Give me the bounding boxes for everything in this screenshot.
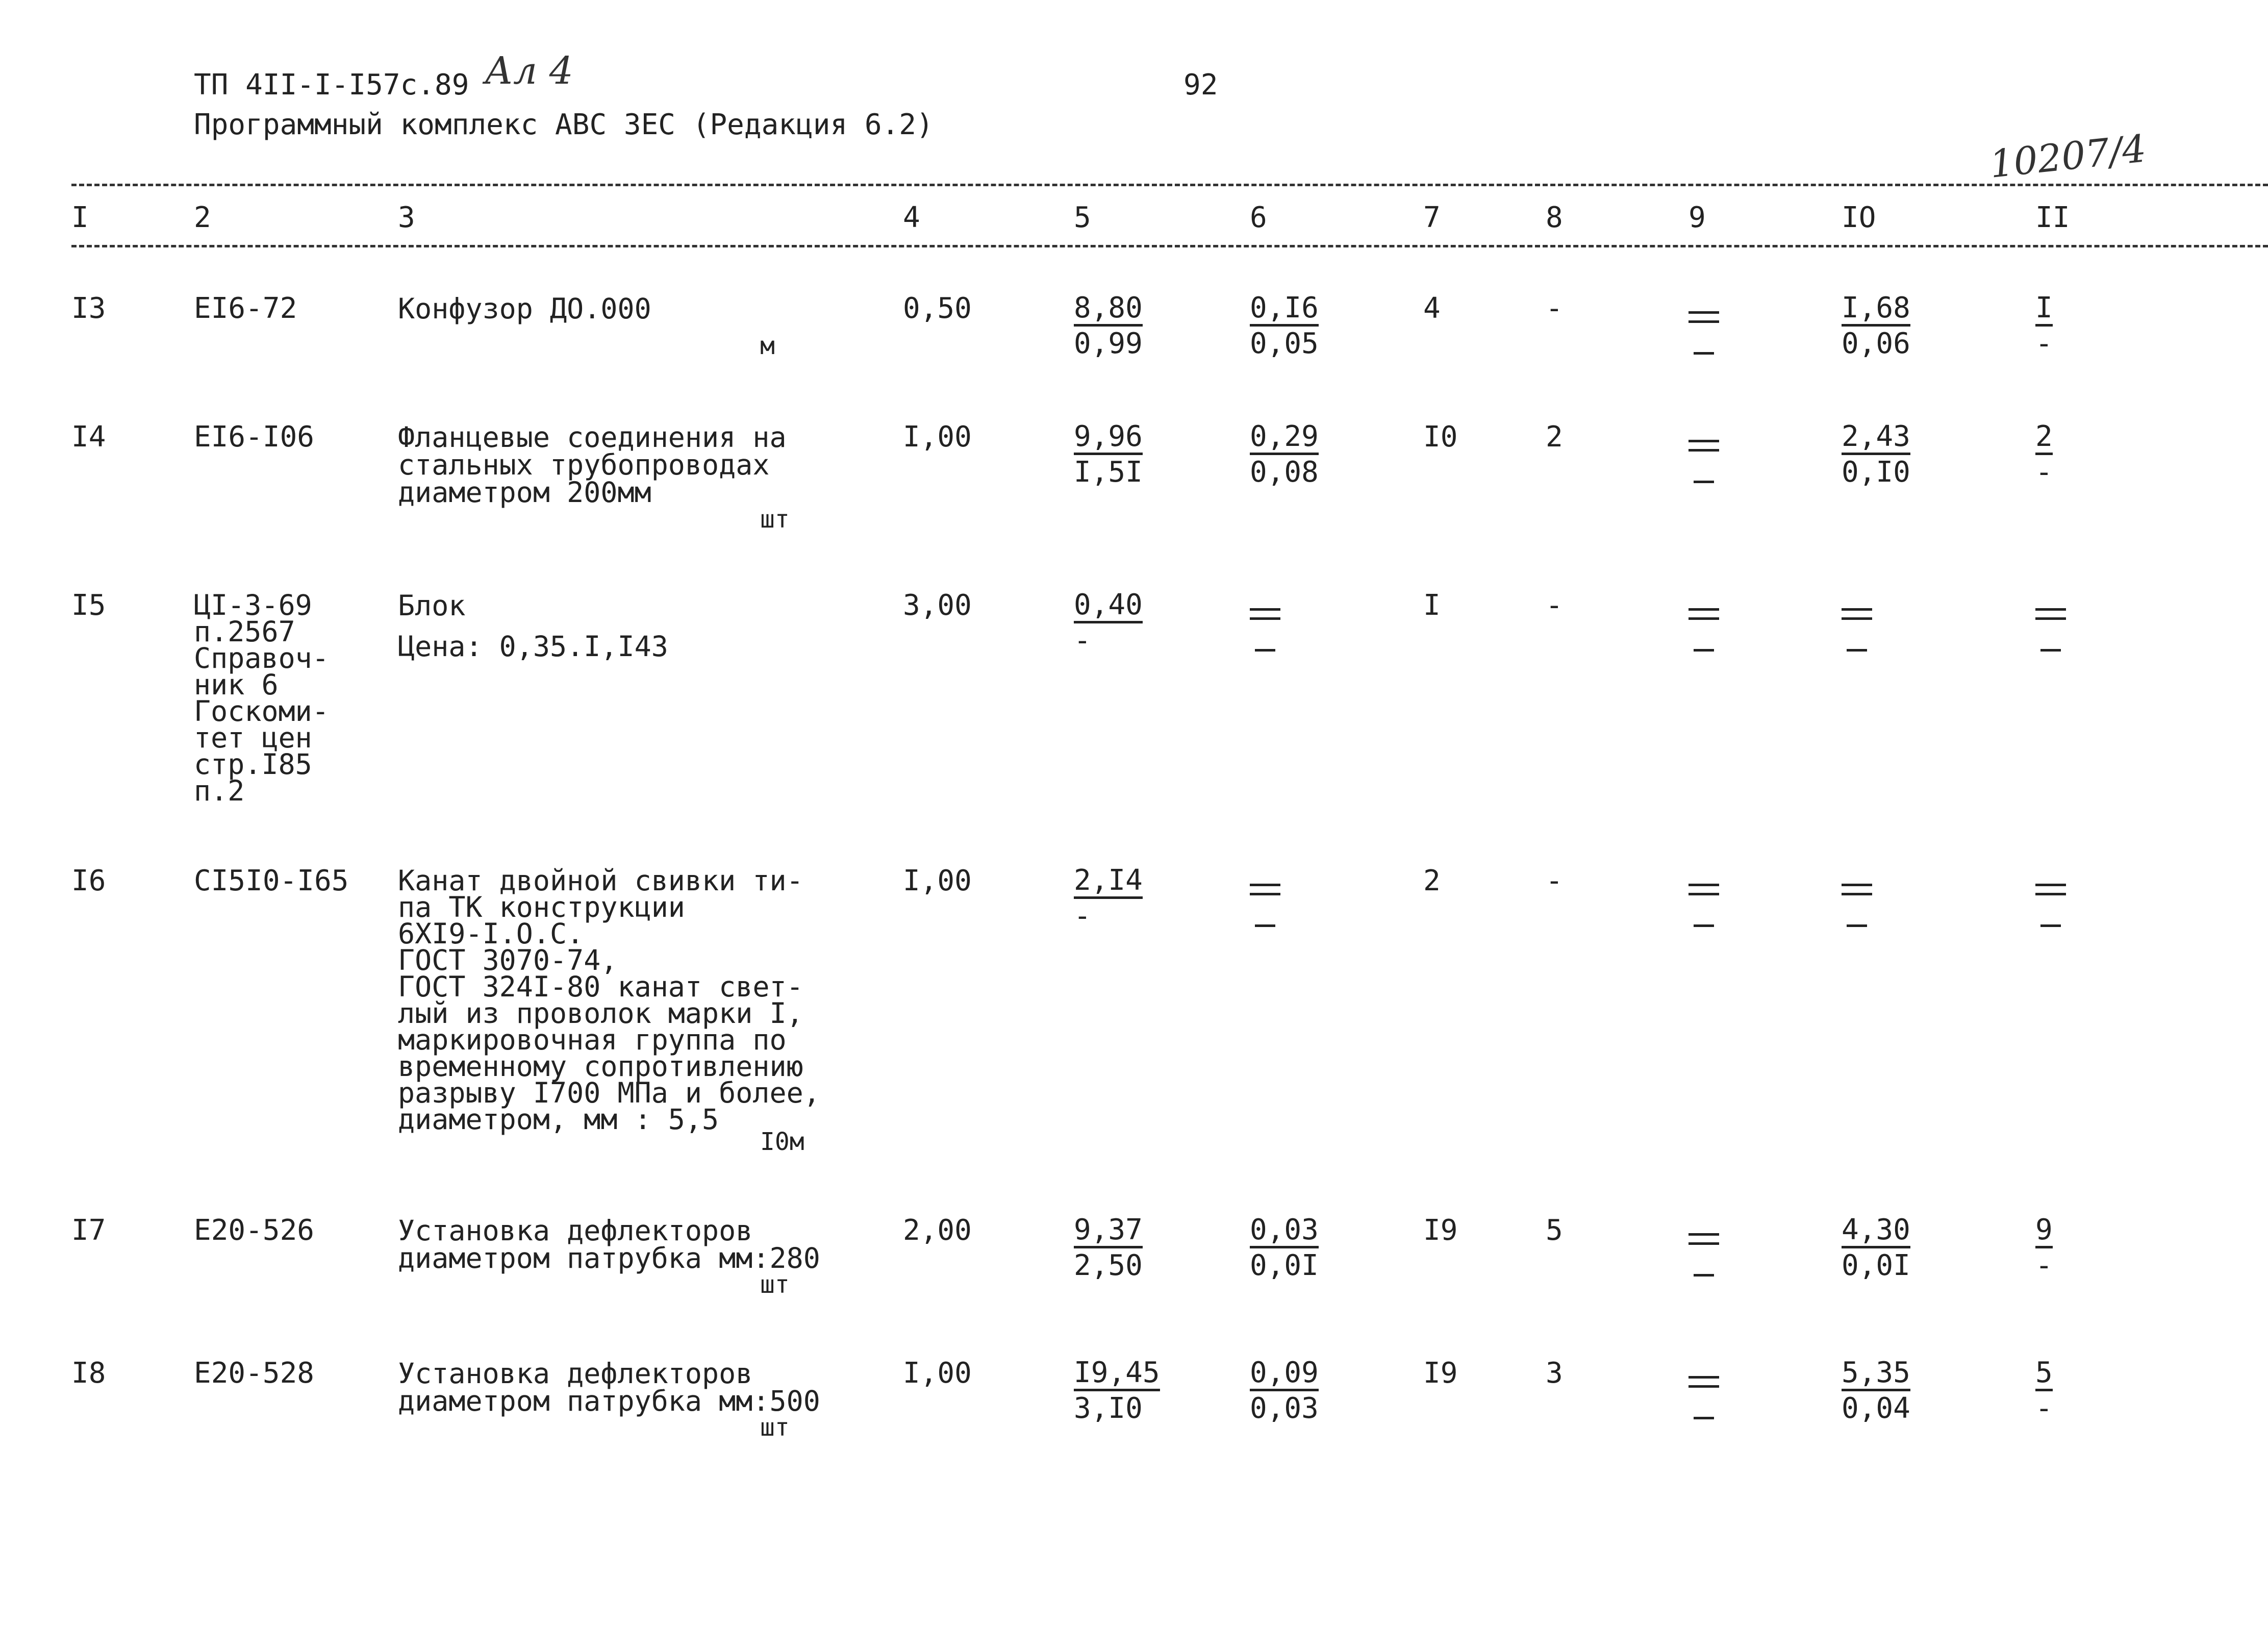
col8-value: 2 <box>1546 420 1563 454</box>
handwritten-stamp: 10207/4 <box>1987 127 2149 187</box>
col9-empty-bottom <box>1694 924 1714 927</box>
table-top-rule <box>71 184 2268 186</box>
col10-empty-fraction <box>1842 873 1877 904</box>
col5-top: 8,80 <box>1074 292 1143 327</box>
col-header-2: 2 <box>194 201 211 234</box>
col6-top: 0,03 <box>1250 1214 1319 1248</box>
col9-empty-bottom <box>1694 352 1714 355</box>
col5-bottom: 3,I0 <box>1074 1392 1143 1425</box>
col-header-9: 9 <box>1689 201 1706 234</box>
col5-top: 9,37 <box>1074 1214 1143 1248</box>
col10-fraction <box>1842 1356 1933 1426</box>
col5-fraction <box>1074 863 1166 934</box>
col5-fraction <box>1074 588 1166 658</box>
col11-fraction <box>2035 291 2127 361</box>
col8-value: 3 <box>1546 1357 1563 1390</box>
col5-bottom: 0,99 <box>1074 327 1143 360</box>
row-code: ЦI-3-69 п.2567 Справоч- ник 6 Госкоми- тет цен стр.I85 п.2 <box>194 589 329 807</box>
col11-top: 5 <box>2035 1357 2053 1391</box>
col5-top: 9,96 <box>1074 421 1143 455</box>
col6-fraction <box>1250 1356 1342 1426</box>
row-code: ЕI6-I06 <box>194 420 315 454</box>
col6-empty-bottom <box>1255 924 1275 927</box>
row-number: I7 <box>71 1214 106 1247</box>
col6-top: 0,I6 <box>1250 292 1319 327</box>
row-description: Установка дефлекторов диаметром патрубка мм:500 <box>398 1357 820 1417</box>
row-number: I8 <box>71 1357 106 1390</box>
col6-fraction <box>1250 291 1342 361</box>
col-header-11: II <box>2035 201 2070 234</box>
row-unit: шт <box>760 1413 790 1442</box>
col9-empty-fraction <box>1689 430 1724 460</box>
row-unit: м <box>760 332 775 360</box>
row-quantity: 2,00 <box>903 1214 972 1247</box>
row-number: I3 <box>71 292 106 325</box>
col7-value: I9 <box>1423 1214 1458 1247</box>
col10-bottom: 0,0I <box>1842 1249 1910 1282</box>
col6-bottom: 0,03 <box>1250 1392 1319 1425</box>
col8-value: - <box>1546 589 1563 622</box>
col-header-1: I <box>71 201 89 234</box>
col9-empty-fraction <box>1689 1223 1724 1254</box>
row-code: ЕI6-72 <box>194 292 297 325</box>
row-unit: I0м <box>760 1128 804 1156</box>
col5-fraction <box>1074 419 1166 490</box>
col-header-8: 8 <box>1546 201 1563 234</box>
col8-value: 5 <box>1546 1214 1563 1247</box>
col11-fraction <box>2035 1356 2127 1426</box>
col6-bottom: 0,05 <box>1250 327 1319 360</box>
col6-empty-fraction <box>1250 598 1286 629</box>
col10-bottom: 0,I0 <box>1842 456 1910 489</box>
col5-fraction <box>1074 291 1166 361</box>
row-quantity: I,00 <box>903 1357 972 1390</box>
row-description: Фланцевые соединения на стальных трубопроводах диаметром 200мм <box>398 421 787 509</box>
col5-top: 0,40 <box>1074 589 1143 623</box>
col10-fraction <box>1842 1213 1933 1283</box>
col10-empty-bottom <box>1847 649 1867 652</box>
col9-empty-bottom <box>1694 649 1714 652</box>
col6-fraction <box>1250 419 1342 490</box>
row-quantity: 3,00 <box>903 589 972 622</box>
col6-empty-bottom <box>1255 649 1275 652</box>
col6-top: 0,29 <box>1250 421 1319 455</box>
col-header-6: 6 <box>1250 201 1267 234</box>
row-price-line: Цена: 0,35.I,I43 <box>398 630 668 663</box>
col11-bottom: - <box>2035 456 2053 489</box>
col11-bottom: - <box>2035 1392 2053 1425</box>
col9-empty-fraction <box>1689 301 1724 332</box>
col5-top: I9,45 <box>1074 1357 1160 1391</box>
document-code: ТП 4II-I-I57с.89 <box>194 68 469 102</box>
row-quantity: I,00 <box>903 420 972 454</box>
col5-fraction <box>1074 1356 1166 1426</box>
document-subtitle: Программный комплекс АВС ЗЕС (Редакция 6.2) <box>194 108 934 141</box>
col11-top: 9 <box>2035 1214 2053 1248</box>
col6-bottom: 0,0I <box>1250 1249 1319 1282</box>
col-header-5: 5 <box>1074 201 1091 234</box>
col6-top: 0,09 <box>1250 1357 1319 1391</box>
col9-empty-bottom <box>1694 1417 1714 1419</box>
row-code: СI5I0-I65 <box>194 864 349 897</box>
col6-fraction <box>1250 1213 1342 1283</box>
col9-empty-fraction <box>1689 873 1724 904</box>
col-header-4: 4 <box>903 201 920 234</box>
row-description: Установка дефлекторов диаметром патрубка мм:280 <box>398 1214 820 1274</box>
row-quantity: I,00 <box>903 864 972 897</box>
col10-fraction <box>1842 419 1933 490</box>
page-number: 92 <box>1183 68 1218 102</box>
row-description: Канат двойной свивки ти- па ТК конструкции 6ХI9-I.О.С. ГОСТ 3070-74, ГОСТ 324I-80 канат свет- лый из проволок марки I, маркировочная группа по временному сопротивлению разрыву I700 МПа и более, диаметром, мм : 5,5 <box>398 864 820 1136</box>
col11-empty-fraction <box>2035 598 2071 629</box>
col-header-7: 7 <box>1423 201 1441 234</box>
col10-top: I,68 <box>1842 292 1910 327</box>
col10-bottom: 0,06 <box>1842 327 1910 360</box>
col-header-10: IO <box>1842 201 1876 234</box>
col7-value: I0 <box>1423 420 1458 454</box>
row-unit: шт <box>760 1270 790 1299</box>
col7-value: I <box>1423 589 1441 622</box>
row-code: Е20-528 <box>194 1357 315 1390</box>
row-unit: шт <box>760 505 790 534</box>
col11-bottom: - <box>2035 1249 2053 1282</box>
col10-fraction <box>1842 291 1933 361</box>
row-number: I4 <box>71 420 106 454</box>
col9-empty-bottom <box>1694 481 1714 483</box>
col11-top: 2 <box>2035 421 2053 455</box>
row-number: I5 <box>71 589 106 622</box>
col10-top: 2,43 <box>1842 421 1910 455</box>
col10-top: 5,35 <box>1842 1357 1910 1391</box>
col7-value: I9 <box>1423 1357 1458 1390</box>
col9-empty-bottom <box>1694 1274 1714 1276</box>
col11-top: I <box>2035 292 2053 327</box>
col9-empty-fraction <box>1689 1366 1724 1396</box>
col5-top: 2,I4 <box>1074 865 1143 899</box>
col-header-3: 3 <box>398 201 415 234</box>
col11-bottom: - <box>2035 327 2053 360</box>
col10-bottom: 0,04 <box>1842 1392 1910 1425</box>
col5-bottom: I,5I <box>1074 456 1143 489</box>
col6-empty-fraction <box>1250 873 1286 904</box>
handwritten-mark: Ал 4 <box>485 49 573 93</box>
col11-empty-fraction <box>2035 873 2071 904</box>
col6-bottom: 0,08 <box>1250 456 1319 489</box>
col11-fraction <box>2035 419 2127 490</box>
col10-empty-bottom <box>1847 924 1867 927</box>
col5-fraction <box>1074 1213 1166 1283</box>
col11-fraction <box>2035 1213 2127 1283</box>
col5-bottom: 2,50 <box>1074 1249 1143 1282</box>
col11-empty-bottom <box>2040 924 2061 927</box>
col7-value: 4 <box>1423 292 1441 325</box>
row-quantity: 0,50 <box>903 292 972 325</box>
row-code: Е20-526 <box>194 1214 315 1247</box>
col5-bottom: - <box>1074 624 1091 657</box>
row-number: I6 <box>71 864 106 897</box>
col10-empty-fraction <box>1842 598 1877 629</box>
col11-empty-bottom <box>2040 649 2061 652</box>
row-description: Конфузор ДО.000 <box>398 292 651 325</box>
col10-top: 4,30 <box>1842 1214 1910 1248</box>
table-header-rule <box>71 245 2268 247</box>
col8-value: - <box>1546 292 1563 325</box>
col9-empty-fraction <box>1689 598 1724 629</box>
col8-value: - <box>1546 864 1563 897</box>
col5-bottom: - <box>1074 899 1091 933</box>
col7-value: 2 <box>1423 864 1441 897</box>
row-description: Блок <box>398 589 466 622</box>
